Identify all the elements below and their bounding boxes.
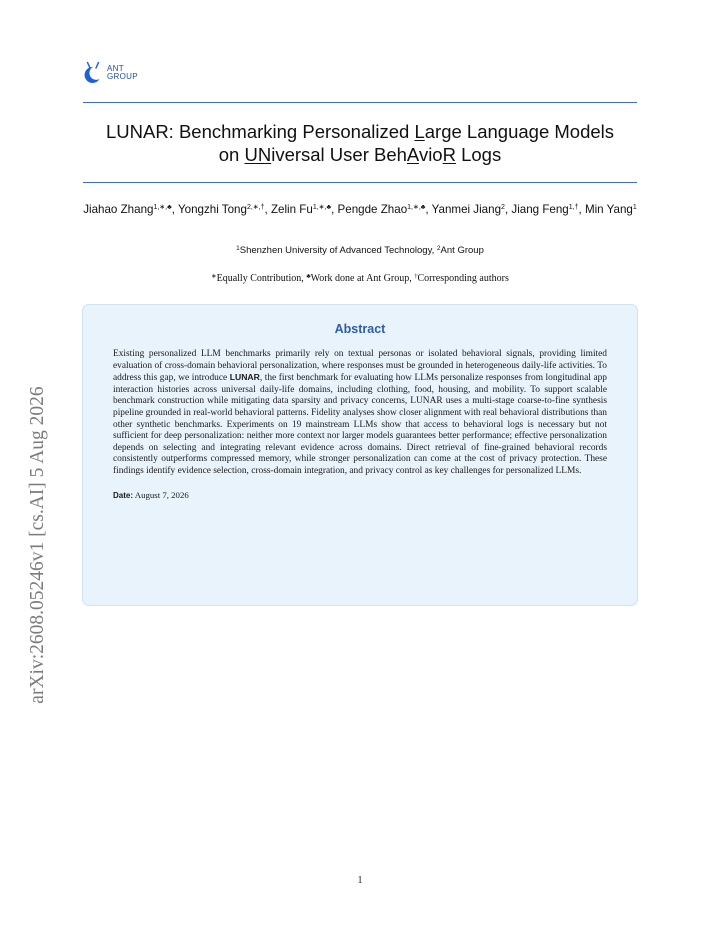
author-name: Jiahao Zhang [83, 203, 154, 216]
abstract-text: Existing personalized LLM benchmarks primarily rely on textual personas or isolated behavioral signals, providing limited evaluation of cross-domain behavioral personalization, where responses must be grounded in heterogeneous daily-life activities. To address this gap, we introduce LUNAR, the first benchmark for evaluating how LLMs personalize responses from longitudinal app interaction histories across universal daily-life domains, including clothing, food, housing, and mobility. To support scalable benchmark construction while mitigating data sparsity and privacy concerns, LUNAR uses a multi-stage coarse-to-fine synthesis pipeline grounded in real-world behavioral patterns. Fidelity analyses show closer alignment with real behavioral distributions than other synthetic benchmarks. Experiments on 19 mainstream LLMs show that access to behavioral logs is necessary but not sufficient for deep personalization: neither more context nor larger models guarantees better performance; effective personalization depends on selecting and integrating relevant evidence across domains. Direct retrieval of fine-grained behavioral records consistently outperforms compressed memory, while stronger personalization can come at the cost of privacy protection. These findings identify evidence selection, cross-domain integration, and privacy control as key challenges for personalized LLMs. [113, 349, 607, 476]
author-separator: , [264, 203, 271, 216]
author-name: Zelin Fu [270, 203, 313, 216]
bottom-rule [83, 182, 637, 183]
author-affiliation-mark: 1 [632, 204, 637, 211]
top-rule [83, 102, 637, 103]
author-separator: , [331, 203, 338, 216]
ant-logo-icon [83, 61, 103, 85]
logo-line-2: GROUP [107, 72, 138, 81]
author-list [80, 202, 640, 218]
author-name: Min Yang [584, 203, 633, 216]
author-affiliation-mark: 2,∗,† [246, 204, 265, 211]
author-affiliation-mark: 1,∗,♣ [153, 204, 172, 211]
author-affiliation-mark: 1,∗,♣ [312, 204, 332, 211]
author-affiliation-mark: 1,∗,♣ [407, 204, 426, 211]
abstract-heading: Abstract [334, 322, 386, 336]
author-name: Pengde Zhao [337, 203, 408, 216]
author-affiliation-mark: 2 [501, 204, 505, 211]
page-number: 1 [357, 875, 363, 886]
title-line-2: on UNiversal User BehAvioR Logs [218, 144, 502, 165]
author-name: Jiang Feng [511, 203, 569, 216]
author-separator: , [425, 203, 432, 216]
author [83, 203, 178, 216]
author-affiliation-mark: 1,† [568, 204, 579, 211]
author-separator: , [578, 203, 585, 216]
author [511, 203, 585, 216]
abstract-date [113, 490, 607, 500]
arxiv-identifier: arXiv:2608.05246v1 [cs.AI] 5 Aug 2026 [27, 386, 48, 704]
date-value: August 7, 2026 [134, 489, 189, 500]
affiliations: $^1$Shenzhen University of Advanced Technology, $^2$Ant Group [236, 245, 484, 256]
ant-group-logo [83, 61, 138, 85]
author [585, 203, 637, 216]
author [338, 203, 432, 216]
logo-line-1: ANT [107, 63, 124, 73]
date-label: Date: [113, 490, 134, 500]
author-name: Yanmei Jiang [431, 203, 502, 216]
author-separator: , [171, 203, 178, 216]
author [178, 203, 271, 216]
author [432, 203, 512, 216]
paper-title [83, 120, 637, 166]
author-name: Yongzhi Tong [177, 203, 247, 216]
logo-wordmark [107, 65, 138, 82]
author-notes: ∗Equally Contribution, ♣Work done at Ant Group, †Corresponding authors [211, 273, 509, 284]
author [271, 203, 338, 216]
abstract-box [82, 304, 638, 606]
author-separator: , [504, 203, 512, 216]
title-line-1: LUNAR: Benchmarking Personalized Large Language Models [105, 121, 615, 142]
